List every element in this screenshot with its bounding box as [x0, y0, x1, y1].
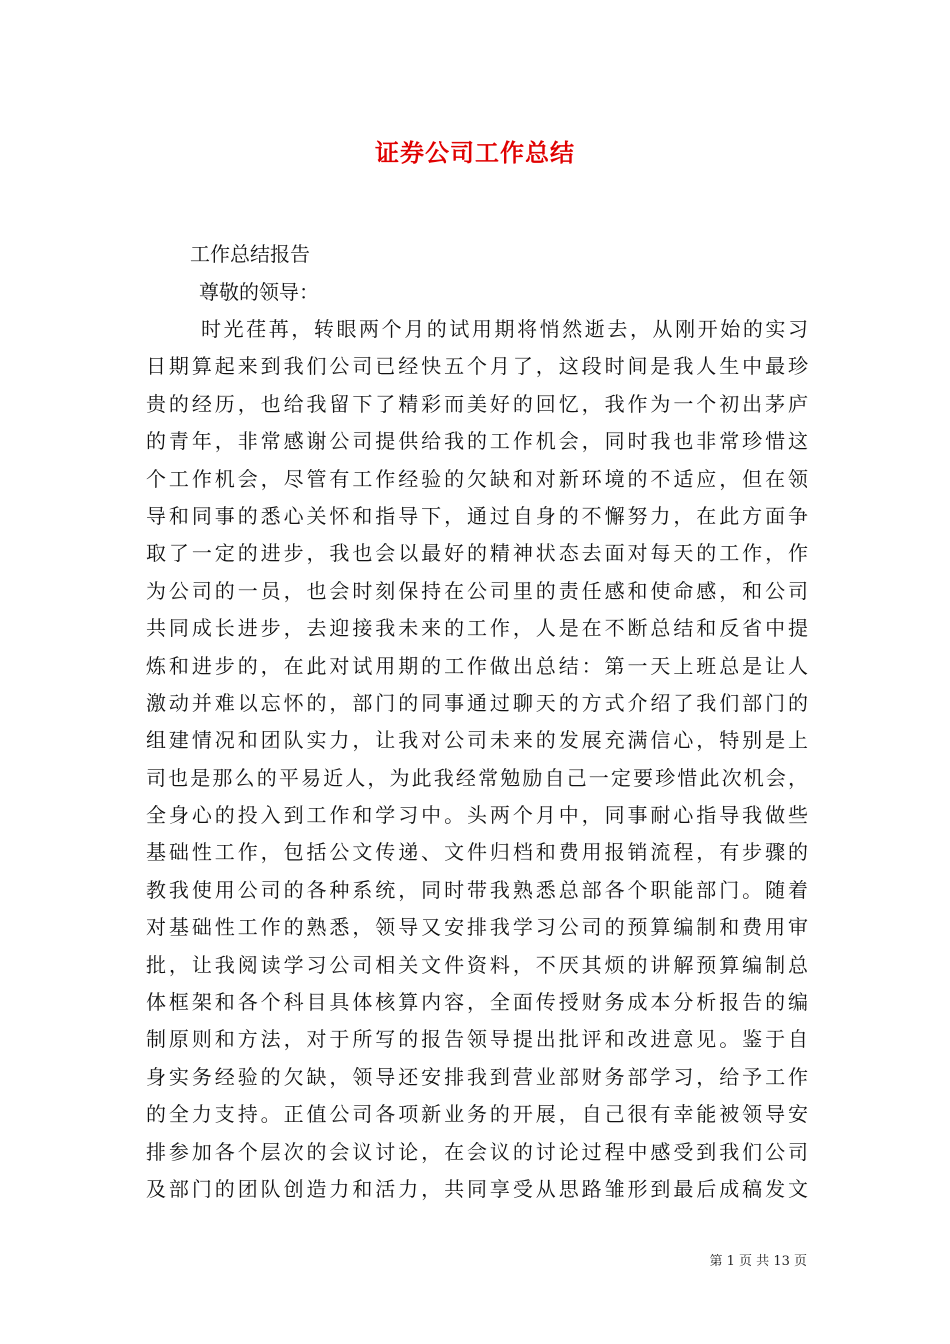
paragraph-line: 批，让我阅读学习公司相关文件资料，不厌其烦的讲解预算编制总	[146, 952, 808, 977]
paragraph-line: 基础性工作，包括公文传递、文件归档和费用报销流程，有步骤的	[146, 840, 808, 865]
body-paragraph	[146, 311, 808, 1208]
paragraph-line: 的青年，非常感谢公司提供给我的工作机会，同时我也非常珍惜这	[146, 429, 808, 454]
paragraph-line: 个工作机会，尽管有工作经验的欠缺和对新环境的不适应，但在领	[146, 466, 808, 491]
paragraph-line: 体框架和各个科目具体核算内容，全面传授财务成本分析报告的编	[146, 990, 808, 1015]
paragraph-line: 身实务经验的欠缺，领导还安排我到营业部财务部学习，给予工作	[146, 1064, 808, 1089]
paragraph-line: 贵的经历，也给我留下了精彩而美好的回忆，我作为一个初出茅庐	[146, 391, 808, 416]
paragraph-line: 的全力支持。正值公司各项新业务的开展，自己很有幸能被领导安	[146, 1102, 808, 1127]
paragraph-line: 激动并难以忘怀的，部门的同事通过聊天的方式介绍了我们部门的	[146, 690, 808, 715]
paragraph-line: 日期算起来到我们公司已经快五个月了，这段时间是我人生中最珍	[146, 354, 808, 379]
paragraph-line: 制原则和方法，对于所写的报告领导提出批评和改进意见。鉴于自	[146, 1027, 808, 1052]
paragraph-line: 为公司的一员，也会时刻保持在公司里的责任感和使命感，和公司	[146, 578, 808, 603]
paragraph-line: 导和同事的悉心关怀和指导下，通过自身的不懈努力，在此方面争	[146, 503, 808, 528]
paragraph-line: 教我使用公司的各种系统，同时带我熟悉总部各个职能部门。随着	[146, 877, 808, 902]
paragraph-line: 炼和进步的，在此对试用期的工作做出总结：第一天上班总是让人	[146, 653, 808, 678]
document-title: 证券公司工作总结	[375, 138, 575, 167]
page-number-footer: 第 1 页 共 13 页	[709, 1254, 807, 1269]
paragraph-line: 取了一定的进步，我也会以最好的精神状态去面对每天的工作，作	[146, 541, 808, 566]
paragraph-line: 排参加各个层次的会议讨论，在会议的讨论过程中感受到我们公司	[146, 1139, 808, 1164]
salutation: 尊敬的领导：	[199, 280, 319, 304]
paragraph-line: 组建情况和团队实力，让我对公司未来的发展充满信心，特别是上	[146, 728, 808, 753]
paragraph-line: 及部门的团队创造力和活力，共同享受从思路雏形到最后成稿发文	[146, 1176, 808, 1201]
report-subheading: 工作总结报告	[190, 242, 310, 266]
paragraph-line: 共同成长进步，去迎接我未来的工作，人是在不断总结和反省中提	[146, 616, 808, 641]
paragraph-line: 时光荏苒，转眼两个月的试用期将悄然逝去，从刚开始的实习	[201, 317, 808, 341]
paragraph-line: 司也是那么的平易近人，为此我经常勉励自己一定要珍惜此次机会，	[146, 765, 808, 790]
paragraph-line: 对基础性工作的熟悉，领导又安排我学习公司的预算编制和费用审	[146, 915, 808, 940]
paragraph-line: 全身心的投入到工作和学习中。头两个月中，同事耐心指导我做些	[146, 803, 808, 828]
